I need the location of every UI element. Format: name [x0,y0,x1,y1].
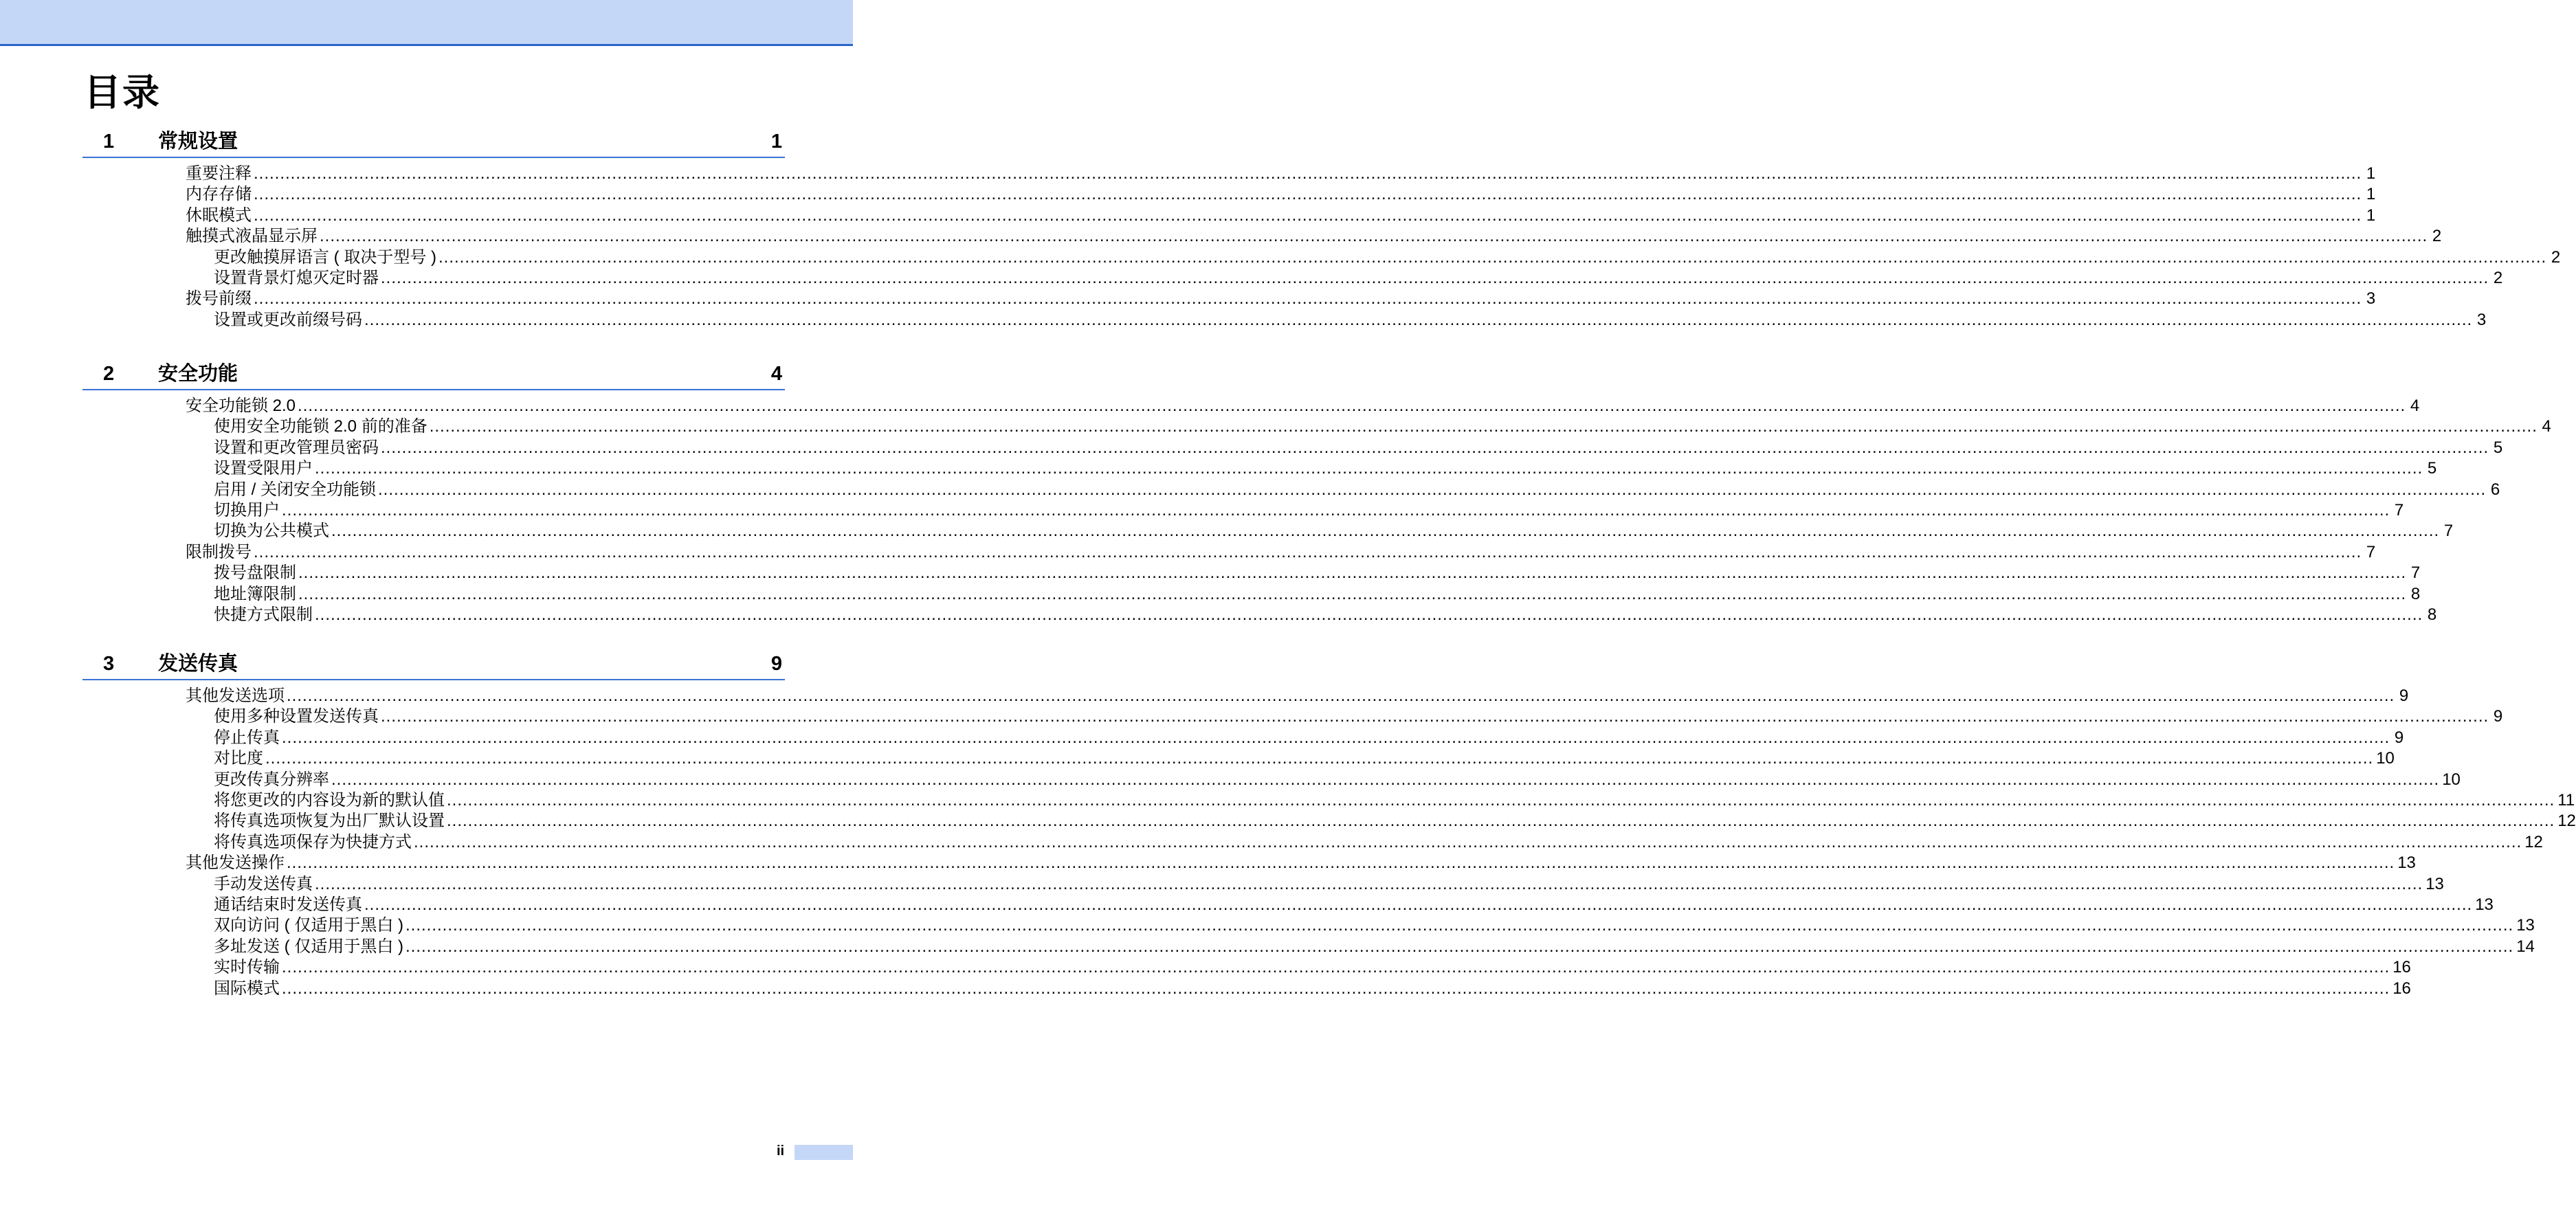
toc-entry[interactable] [186,184,2376,205]
toc-entry[interactable] [186,164,2376,184]
toc-entry-label: 更改触摸屏语言 ( 取决于型号 ) [214,247,436,267]
toc-entry-page: 9 [2493,707,2503,726]
toc-entry[interactable] [186,289,2376,309]
toc-entry[interactable] [186,686,2409,706]
toc-subentry[interactable] [214,979,2411,999]
chapter-page-number: 4 [770,363,782,385]
dot-leader: ................................................................................................................................................................................................................................................................................................................................................................................................................ [429,417,2538,436]
toc-subentry[interactable] [214,748,2395,769]
dot-leader: ................................................................................................................................................................................................................................................................................................................................................................................................................ [331,522,2440,541]
dot-leader: ................................................................................................................................................................................................................................................................................................................................................................................................................ [381,269,2489,287]
toc-entry-label: 限制拨号 [186,542,252,561]
toc-entry-label: 国际模式 [214,979,280,998]
toc-subentry[interactable] [214,915,2535,936]
dot-leader: ................................................................................................................................................................................................................................................................................................................................................................................................................ [406,916,2514,935]
toc-entry-label: 切换用户 [214,501,280,520]
toc-entry-label: 地址簿限制 [214,584,296,603]
toc-subentry[interactable] [214,500,2404,521]
toc-entry-label: 其他发送操作 [186,853,285,873]
toc-entry-page: 4 [2410,397,2420,415]
toc-entry-page: 12 [2524,832,2543,851]
toc-entry-label: 触摸式液晶显示屏 [186,227,318,246]
dot-leader: ................................................................................................................................................................................................................................................................................................................................................................................................................ [315,874,2423,893]
toc-entry-label: 停止传真 [214,728,280,747]
toc-entry-page: 2 [2551,247,2561,267]
toc-entry-label: 设置和更改管理员密码 [214,438,379,457]
toc-entry[interactable] [186,542,2376,563]
dot-leader: ................................................................................................................................................................................................................................................................................................................................................................................................................ [364,895,2473,914]
toc-subentry[interactable] [214,874,2444,895]
chapter-number: 2 [103,363,115,385]
toc-entry-page: 8 [2427,605,2437,624]
toc-subentry[interactable] [214,584,2421,605]
chapter-head-row [82,360,785,390]
dot-leader: ................................................................................................................................................................................................................................................................................................................................................................................................................ [282,501,2390,520]
chapter-number: 3 [103,653,115,675]
chapter-page-number: 9 [770,653,782,675]
dot-leader: ................................................................................................................................................................................................................................................................................................................................................................................................................ [282,958,2390,977]
toc-subentry[interactable] [214,438,2503,458]
dot-leader: ................................................................................................................................................................................................................................................................................................................................................................................................................ [287,686,2395,705]
toc-entry[interactable] [186,205,2376,226]
toc-entry-label: 对比度 [214,749,263,768]
toc-subentry[interactable] [214,247,2561,268]
dot-leader: ................................................................................................................................................................................................................................................................................................................................................................................................................ [315,605,2423,624]
toc-entry-page: 13 [2397,853,2416,873]
toc-subentry[interactable] [214,895,2494,915]
dot-leader: ................................................................................................................................................................................................................................................................................................................................................................................................................ [254,205,2362,225]
toc-subentry[interactable] [214,563,2421,583]
toc-entry-label: 更改传真分辨率 [214,770,329,789]
toc-entry-page: 14 [2516,937,2535,956]
dot-leader: ................................................................................................................................................................................................................................................................................................................................................................................................................ [320,227,2428,246]
toc-entry[interactable] [186,853,2416,873]
dot-leader: ................................................................................................................................................................................................................................................................................................................................................................................................................ [298,397,2406,415]
toc-entry-label: 将传真选项保存为快捷方式 [214,832,412,851]
dot-leader: ................................................................................................................................................................................................................................................................................................................................................................................................................ [406,937,2514,956]
dot-leader: ................................................................................................................................................................................................................................................................................................................................................................................................................ [414,832,2522,851]
dot-leader: ................................................................................................................................................................................................................................................................................................................................................................................................................ [364,310,2473,329]
toc-entry[interactable] [186,396,2420,416]
dot-leader: ................................................................................................................................................................................................................................................................................................................................................................................................................ [378,480,2487,499]
toc-subentry[interactable] [214,480,2500,500]
toc-subentry[interactable] [214,937,2535,957]
toc-subentry[interactable] [214,811,2576,831]
toc-entry-page: 16 [2392,979,2411,998]
toc-entry-label: 切换为公共模式 [214,522,329,541]
toc-entry-label: 拨号前缀 [186,289,252,309]
page-number: ii [777,1143,785,1159]
dot-leader: ................................................................................................................................................................................................................................................................................................................................................................................................................ [254,185,2362,204]
toc-entry-label: 设置背景灯熄灭定时器 [214,269,379,287]
toc-entry-label: 内存存储 [186,185,252,204]
toc-entry-page: 5 [2493,438,2503,457]
dot-leader: ................................................................................................................................................................................................................................................................................................................................................................................................................ [315,459,2423,478]
dot-leader: ................................................................................................................................................................................................................................................................................................................................................................................................................ [287,853,2395,873]
footer-tab [795,1145,853,1160]
toc-entry-label: 手动发送传真 [214,874,313,893]
toc-entry-label: 安全功能锁 2.0 [186,397,296,415]
dot-leader: ................................................................................................................................................................................................................................................................................................................................................................................................................ [298,584,2407,603]
toc-entry-label: 快捷方式限制 [214,605,313,624]
toc-entry-page: 7 [2410,563,2421,583]
chapter-head-row [82,128,785,158]
chapter-heading[interactable] [82,360,785,390]
toc-entry-page: 13 [2425,874,2444,893]
toc-entry-page: 1 [2366,164,2376,183]
chapter-number: 1 [103,131,115,153]
toc-subentry[interactable] [214,790,2575,811]
toc-subentry[interactable] [214,458,2437,479]
page-title: 目录 [84,72,161,113]
toc-entry-label: 使用多种设置发送传真 [214,707,379,726]
toc-entry-page: 7 [2366,542,2376,561]
toc-subentry[interactable] [214,770,2461,790]
toc-entry-label: 实时传输 [214,958,280,977]
chapter-title: 安全功能 [158,363,238,385]
toc-entry-page: 9 [2394,728,2404,747]
dot-leader: ................................................................................................................................................................................................................................................................................................................................................................................................................ [447,791,2555,809]
toc-entry-page: 2 [2493,269,2503,287]
toc-subentry[interactable] [214,416,2551,437]
toc-entry-label: 通话结束时发送传真 [214,895,362,914]
chapter-head-row [82,650,785,680]
toc-subentry[interactable] [214,268,2503,289]
dot-leader: ................................................................................................................................................................................................................................................................................................................................................................................................................ [331,770,2440,789]
toc-subentry[interactable] [214,310,2487,331]
chapter-heading[interactable] [82,128,785,158]
dot-leader: ................................................................................................................................................................................................................................................................................................................................................................................................................ [381,707,2489,726]
toc-entry-label: 拨号盘限制 [214,563,296,583]
toc-entry-page: 9 [2399,686,2409,705]
toc-entry-label: 将传真选项恢复为出厂默认设置 [214,812,445,831]
toc-entry-page: 10 [2442,770,2461,789]
toc-entry-label: 设置受限用户 [214,459,313,478]
dot-leader: ................................................................................................................................................................................................................................................................................................................................................................................................................ [447,812,2555,831]
toc-entry-label: 使用安全功能锁 2.0 前的准备 [214,417,428,436]
dot-leader: ................................................................................................................................................................................................................................................................................................................................................................................................................ [254,164,2362,183]
toc-entry-page: 7 [2443,522,2454,541]
dot-leader: ................................................................................................................................................................................................................................................................................................................................................................................................................ [298,563,2407,583]
toc-entry-page: 16 [2392,958,2411,977]
chapter-heading[interactable] [82,650,785,680]
toc-subentry[interactable] [214,957,2411,978]
toc-entry-label: 启用 / 关闭安全功能锁 [214,480,377,499]
toc-entry-page: 12 [2557,812,2576,831]
dot-leader: ................................................................................................................................................................................................................................................................................................................................................................................................................ [282,728,2390,747]
toc-entry-page: 7 [2394,501,2404,520]
toc-entry-page: 3 [2476,310,2487,329]
toc-entry-page: 5 [2427,459,2437,478]
dot-leader: ................................................................................................................................................................................................................................................................................................................................................................................................................ [282,979,2390,998]
toc-entry-page: 4 [2542,417,2551,436]
dot-leader: ................................................................................................................................................................................................................................................................................................................................................................................................................ [254,289,2362,309]
toc-entry-page: 2 [2432,227,2442,246]
toc-entry-page: 3 [2366,289,2376,309]
toc-subentry[interactable] [214,706,2503,727]
dot-leader: ................................................................................................................................................................................................................................................................................................................................................................................................................ [265,749,2374,768]
toc-entry-page: 13 [2516,916,2535,935]
toc-entry-label: 其他发送选项 [186,686,285,705]
toc-entry-label: 将您更改的内容设为新的默认值 [214,791,445,809]
toc-entry-label: 设置或更改前缀号码 [214,310,362,329]
toc-entry-page: 1 [2366,205,2376,225]
toc-subentry[interactable] [214,605,2437,625]
toc-entry[interactable] [186,226,2442,247]
chapter-title: 常规设置 [158,131,238,153]
toc-entry-page: 10 [2376,749,2395,768]
dot-leader: ................................................................................................................................................................................................................................................................................................................................................................................................................ [381,438,2489,457]
toc-subentry[interactable] [214,521,2454,541]
toc-entry-page: 8 [2410,584,2421,603]
toc-entry-label: 双向访问 ( 仅适用于黑白 ) [214,916,403,935]
dot-leader: ................................................................................................................................................................................................................................................................................................................................................................................................................ [438,247,2547,267]
toc-entry-page: 1 [2366,185,2376,204]
toc-subentry[interactable] [214,832,2543,853]
chapter-page-number: 1 [770,131,782,153]
toc-entry-label: 重要注释 [186,164,252,183]
toc-entry-page: 13 [2475,895,2494,914]
toc-entry-label: 多址发送 ( 仅适用于黑白 ) [214,937,403,956]
toc-entry-label: 休眠模式 [186,205,252,225]
chapter-title: 发送传真 [158,653,238,675]
toc-subentry[interactable] [214,728,2404,748]
toc-entry-page: 11 [2557,791,2575,809]
dot-leader: ................................................................................................................................................................................................................................................................................................................................................................................................................ [254,542,2362,561]
toc-entry-page: 6 [2490,480,2500,499]
